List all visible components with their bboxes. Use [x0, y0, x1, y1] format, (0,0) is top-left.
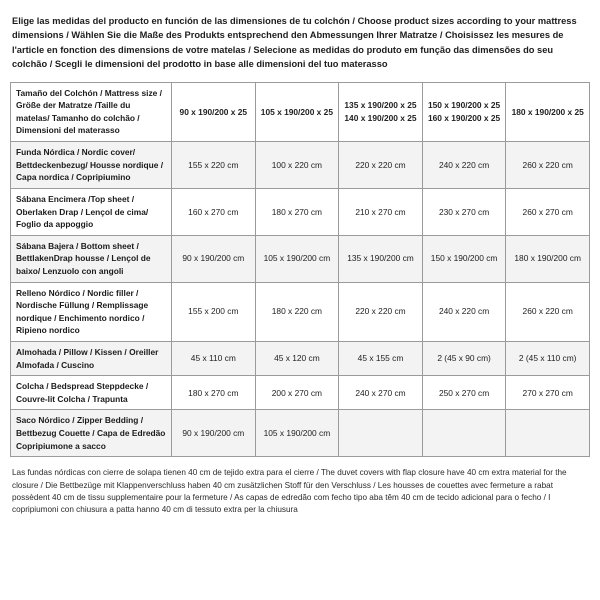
- row-label: Colcha / Bedspread Steppdecke / Couvre-lit Colcha / Trapunta: [11, 376, 172, 410]
- row-value: 210 x 270 cm: [339, 188, 423, 235]
- row-value: 155 x 220 cm: [172, 142, 256, 189]
- table-body: [11, 142, 590, 457]
- row-value: 220 x 220 cm: [339, 282, 423, 341]
- row-value: 240 x 270 cm: [339, 376, 423, 410]
- mattress-size-table: [10, 82, 590, 458]
- row-value: 260 x 270 cm: [506, 188, 590, 235]
- row-value: 260 x 220 cm: [506, 142, 590, 189]
- row-value: 260 x 220 cm: [506, 282, 590, 341]
- table-row: [11, 282, 590, 341]
- header-col-2: 105 x 190/200 x 25: [255, 82, 339, 141]
- row-value: 240 x 220 cm: [422, 282, 506, 341]
- row-label: Sábana Bajera / Bottom sheet / BettlakenDrap housse / Lençol de baixo/ Lenzuolo con angoli: [11, 235, 172, 282]
- header-mattress-size: Tamaño del Colchón / Mattress size / Größe der Matratze /Taille du matelas/ Tamanho do colchão / Dimensioni del materasso: [11, 82, 172, 141]
- row-label: Saco Nórdico / Zipper Bedding / Bettbezug Couette / Capa de Edredão Copripiumone a sacco: [11, 410, 172, 457]
- row-value: 155 x 200 cm: [172, 282, 256, 341]
- header-col-5: 180 x 190/200 x 25: [506, 82, 590, 141]
- header-col-4: 150 x 190/200 x 25 160 x 190/200 x 25: [422, 82, 506, 141]
- row-value: 2 (45 x 90 cm): [422, 341, 506, 375]
- row-label: Sábana Encimera /Top sheet / Oberlaken Drap / Lençol de cima/ Foglio da appoggio: [11, 188, 172, 235]
- row-value: 100 x 220 cm: [255, 142, 339, 189]
- row-value: 2 (45 x 110 cm): [506, 341, 590, 375]
- row-value: 45 x 120 cm: [255, 341, 339, 375]
- row-value: 90 x 190/200 cm: [172, 410, 256, 457]
- table-header-row: [11, 82, 590, 141]
- table-row: [11, 188, 590, 235]
- row-value: 45 x 155 cm: [339, 341, 423, 375]
- table-row: [11, 410, 590, 457]
- row-value: 160 x 270 cm: [172, 188, 256, 235]
- row-value: 150 x 190/200 cm: [422, 235, 506, 282]
- row-value: [339, 410, 423, 457]
- table-header: [11, 82, 590, 141]
- row-value: 105 x 190/200 cm: [255, 235, 339, 282]
- row-value: 220 x 220 cm: [339, 142, 423, 189]
- row-value: 180 x 190/200 cm: [506, 235, 590, 282]
- row-value: 230 x 270 cm: [422, 188, 506, 235]
- header-col-1: 90 x 190/200 x 25: [172, 82, 256, 141]
- row-value: 135 x 190/200 cm: [339, 235, 423, 282]
- row-value: 180 x 270 cm: [255, 188, 339, 235]
- row-value: 200 x 270 cm: [255, 376, 339, 410]
- row-value: 90 x 190/200 cm: [172, 235, 256, 282]
- table-row: [11, 142, 590, 189]
- row-value: [422, 410, 506, 457]
- table-row: [11, 341, 590, 375]
- row-value: 250 x 270 cm: [422, 376, 506, 410]
- row-label: Funda Nórdica / Nordic cover/ Bettdeckenbezug/ Housse nordique / Capa nordica / Copripiumino: [11, 142, 172, 189]
- row-value: [506, 410, 590, 457]
- footnote-text: Las fundas nórdicas con cierre de solapa tienen 40 cm de tejido extra para el cierre / The duvet covers with flap closure have 40 cm extra material for the closure / Die Bettbezüge mit Klappenverschluss haben 40 cm zusätzlichen Stoff für den Verschluss / Les housses de couettes avec fermeture a rabat possèdent 40 cm de tissu supplementaire pour la fermeture / As capas de edredão com fecho tipo aba têm 40 cm de tecido adicional para o fecho / I copripiumoni con chiusura a patta hanno 40 cm di tessuto extra per la chiusura: [12, 468, 567, 515]
- row-label: Almohada / Pillow / Kissen / Oreiller Almofada / Cuscino: [11, 341, 172, 375]
- row-value: 240 x 220 cm: [422, 142, 506, 189]
- row-value: 180 x 220 cm: [255, 282, 339, 341]
- table-row: [11, 235, 590, 282]
- row-value: 105 x 190/200 cm: [255, 410, 339, 457]
- row-value: 270 x 270 cm: [506, 376, 590, 410]
- row-label: Relleno Nórdico / Nordic filler / Nordische Füllung / Remplissage nordique / Enchimento nordico / Ripieno nordico: [11, 282, 172, 341]
- intro-paragraph: Elige las medidas del producto en función de las dimensiones de tu colchón / Choose product sizes according to your mattress dimensions / Wählen Sie die Maße des Produkts entsprechend den Abmessungen Ihrer Matratze / Choisissez les mesures de l'article en fonction des dimensions de votre matelas / Selecione as medidas do produto em função das dimensões do seu colchão / Scegli le dimensioni del prodotto in base alle dimensioni del tuo materasso: [12, 16, 577, 70]
- table-row: [11, 376, 590, 410]
- header-col-3: 135 x 190/200 x 25 140 x 190/200 x 25: [339, 82, 423, 141]
- row-value: 180 x 270 cm: [172, 376, 256, 410]
- row-value: 45 x 110 cm: [172, 341, 256, 375]
